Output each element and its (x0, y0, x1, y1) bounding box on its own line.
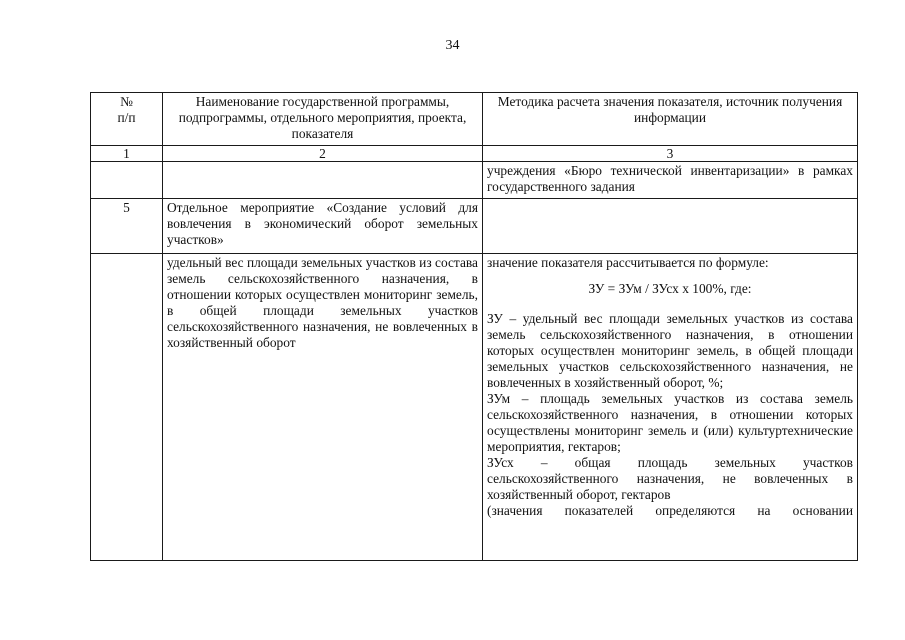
header-method-cell (483, 93, 858, 146)
indicator-number-cell (91, 254, 163, 561)
definition-zusx: ЗУсх – общая площадь земельных участков сельскохозяйственного назначения, не вовлеченных в хозяйственный оборот, гектаров (487, 455, 853, 502)
page-number: 34 (445, 38, 460, 53)
header-number-cell (91, 93, 163, 146)
indicator-name-cell (163, 254, 483, 561)
source-note: (значения показателей определяются на основании (487, 503, 853, 518)
measure-number: 5 (91, 199, 163, 254)
header-name-cell (163, 93, 483, 146)
indicator-row (91, 254, 858, 561)
formula: ЗУ = ЗУм / ЗУсх х 100%, где: (588, 281, 752, 296)
header-name-label: Наименование государственной программы, подпрограммы, отдельного мероприятия, проекта, показателя (178, 94, 467, 141)
indicator-table (90, 92, 858, 561)
measure-method-cell (483, 199, 858, 254)
definition-zu: ЗУ – удельный вес площади земельных участков из состава земель сельскохозяйственного назначения, в отношении которых осуществлен мониторинг земель, в общей площади земельных участков сельскохозяйственного назначения, не вовлеченных в хозяйственный оборот, %; (487, 311, 853, 390)
indicator-method-cell (483, 254, 858, 561)
continuation-number-cell (91, 162, 163, 199)
continuation-method-text: учреждения «Бюро технической инвентаризации» в рамках государственного задания (487, 163, 853, 194)
column-number-3: 3 (483, 146, 858, 162)
definition-zum: ЗУм – площадь земельных участков из состава земель сельскохозяйственного назначения, в отношении которых осуществлены мониторинг земель и (или) культуртехнические мероприятия, гектаров; (487, 391, 853, 454)
indicator-name: удельный вес площади земельных участков из состава земель сельскохозяйственного назначения, в отношении которых осуществлен мониторинг земель, в общей площади земельных участков сельскохозяйственного назначения, не вовлеченных в хозяйственный оборот (167, 255, 478, 350)
column-number-row (91, 146, 858, 162)
header-number-label: № п/п (117, 94, 136, 125)
method-intro: значение показателя рассчитывается по формуле: (487, 255, 769, 270)
column-number-2: 2 (163, 146, 483, 162)
measure-row (91, 199, 858, 254)
continuation-method-cell (483, 162, 858, 199)
column-number-1: 1 (91, 146, 163, 162)
header-method-label: Методика расчета значения показателя, источник получения информации (497, 94, 843, 125)
table-header-row (91, 93, 858, 146)
continuation-row (91, 162, 858, 199)
continuation-name-cell (163, 162, 483, 199)
measure-name: Отдельное мероприятие «Создание условий для вовлечения в экономический оборот земельных участков» (167, 200, 478, 247)
measure-name-cell (163, 199, 483, 254)
